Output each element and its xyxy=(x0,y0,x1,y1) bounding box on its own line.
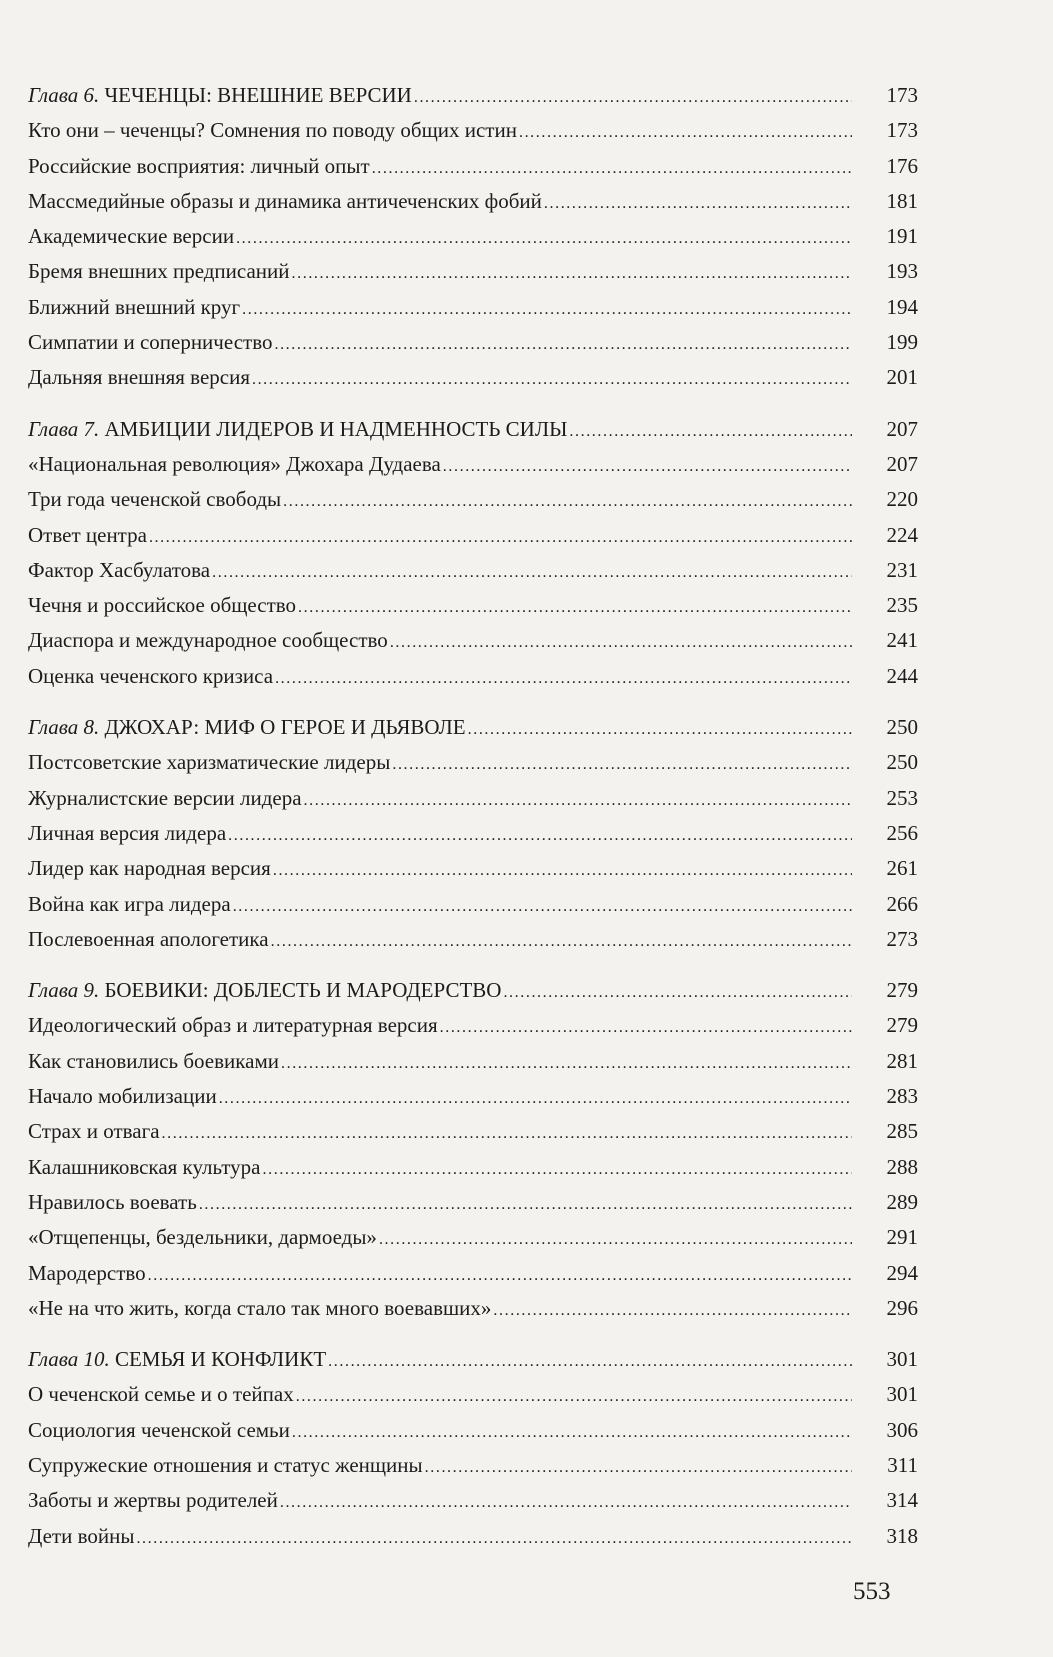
toc-entry[interactable] xyxy=(28,1220,918,1255)
section-page-number: 191 xyxy=(886,224,918,249)
chapter-title-text: ЧЕЧЕНЦЫ: ВНЕШНИЕ ВЕРСИИ xyxy=(104,83,412,107)
leader-dots xyxy=(212,553,852,590)
chapter-heading[interactable] xyxy=(28,710,918,745)
toc-entry[interactable] xyxy=(28,482,918,517)
leader-dots xyxy=(219,1079,852,1116)
toc-entry[interactable] xyxy=(28,1291,918,1326)
chapter-title xyxy=(28,710,468,745)
section-page-number: 193 xyxy=(886,259,918,284)
leader-dots xyxy=(440,1008,852,1045)
chapter-heading[interactable] xyxy=(28,78,918,113)
section-title: Супружеские отношения и статус женщины xyxy=(28,1452,423,1477)
section-page-number: 220 xyxy=(886,487,918,512)
section-page-number: 261 xyxy=(886,856,918,881)
section-page-number: 291 xyxy=(886,1225,918,1250)
toc-entry[interactable] xyxy=(28,1114,918,1149)
toc-entry[interactable] xyxy=(28,851,918,886)
leader-dots xyxy=(569,412,852,449)
section-title: Послевоенная апологетика xyxy=(28,926,269,951)
leader-dots xyxy=(328,1342,852,1379)
leader-dots xyxy=(252,360,852,397)
leader-dots xyxy=(544,184,852,221)
leader-dots xyxy=(304,781,852,818)
toc-entry[interactable] xyxy=(28,1377,918,1412)
section-title: Дети войны xyxy=(28,1523,135,1548)
toc-entry[interactable] xyxy=(28,325,918,360)
toc-entry[interactable] xyxy=(28,781,918,816)
toc-entry[interactable] xyxy=(28,1483,918,1518)
toc-entry[interactable] xyxy=(28,745,918,780)
section-title: Идеологический образ и литературная версия xyxy=(28,1013,438,1038)
chapter-block xyxy=(28,973,918,1326)
section-title: Фактор Хасбулатова xyxy=(28,557,211,582)
toc-entry[interactable] xyxy=(28,1256,918,1291)
section-page-number: 311 xyxy=(887,1452,918,1477)
leader-dots xyxy=(519,113,852,150)
section-page-number: 176 xyxy=(886,153,918,178)
leader-dots xyxy=(468,710,852,747)
toc-entry[interactable] xyxy=(28,360,918,395)
section-title: Как становились боевиками xyxy=(28,1048,279,1073)
leader-dots xyxy=(228,816,852,853)
leader-dots xyxy=(493,1291,852,1328)
section-title: Личная версия лидера xyxy=(28,820,227,845)
section-title: Академические версии xyxy=(28,224,235,249)
chapter-title xyxy=(28,1342,328,1377)
leader-dots xyxy=(392,745,852,782)
chapter-label: Глава 7. xyxy=(28,416,100,441)
chapter-title-text: БОЕВИКИ: ДОБЛЕСТЬ И МАРОДЕРСТВО xyxy=(104,978,502,1003)
section-title: О чеченской семье и о тейпах xyxy=(28,1382,294,1407)
section-page-number: 241 xyxy=(886,628,918,653)
leader-dots xyxy=(148,1256,852,1293)
toc-entry[interactable] xyxy=(28,1150,918,1185)
toc-entry[interactable] xyxy=(28,588,918,623)
section-page-number: 279 xyxy=(886,1013,918,1038)
section-page-number: 231 xyxy=(886,557,918,582)
section-page-number: 224 xyxy=(886,522,918,547)
section-title: Война как игра лидера xyxy=(28,891,231,916)
section-title: Постсоветские харизматические лидеры xyxy=(28,750,391,775)
chapter-heading[interactable] xyxy=(28,412,918,447)
toc-entry[interactable] xyxy=(28,254,918,289)
chapter-page-number: 301 xyxy=(886,1347,918,1372)
toc-entry[interactable] xyxy=(28,149,918,184)
section-page-number: 318 xyxy=(886,1523,918,1548)
leader-dots xyxy=(372,149,852,186)
toc-entry[interactable] xyxy=(28,623,918,658)
leader-dots xyxy=(298,588,852,625)
chapter-title-text: ДЖОХАР: МИФ О ГЕРОЕ И ДЬЯВОЛЕ xyxy=(104,715,466,740)
leader-dots xyxy=(242,290,852,327)
section-page-number: 283 xyxy=(886,1084,918,1109)
section-title: Ответ центра xyxy=(28,522,147,547)
section-page-number: 281 xyxy=(886,1048,918,1073)
section-title: Мародерство xyxy=(28,1260,146,1285)
section-page-number: 256 xyxy=(886,820,918,845)
section-title: Дальняя внешняя версия xyxy=(28,365,250,390)
section-title: Нравилось воевать xyxy=(28,1189,197,1214)
chapter-page-number: 207 xyxy=(886,416,918,441)
toc-entry[interactable] xyxy=(28,518,918,553)
leader-dots xyxy=(273,851,852,888)
leader-dots xyxy=(283,482,852,519)
chapter-heading[interactable] xyxy=(28,973,918,1008)
leader-dots xyxy=(263,1150,852,1187)
leader-dots xyxy=(136,1519,852,1556)
leader-dots xyxy=(443,447,852,484)
chapter-label: Глава 8. xyxy=(28,715,100,740)
section-title: Российские восприятия: личный опыт xyxy=(28,153,370,178)
chapter-title xyxy=(28,412,569,447)
section-title: «Национальная революция» Джохара Дудаева xyxy=(28,451,441,476)
leader-dots xyxy=(275,659,852,696)
leader-dots xyxy=(379,1220,852,1257)
leader-dots xyxy=(162,1114,852,1151)
chapter-title-text: СЕМЬЯ И КОНФЛИКТ xyxy=(114,1347,327,1372)
toc-entry[interactable] xyxy=(28,1079,918,1114)
chapter-block xyxy=(28,412,918,694)
leader-dots xyxy=(274,325,852,362)
section-title: «Отщепенцы, бездельники, дармоеды» xyxy=(28,1225,377,1250)
toc-entry[interactable] xyxy=(28,447,918,482)
toc-entry[interactable] xyxy=(28,290,918,325)
chapter-label: Глава 6. xyxy=(28,83,100,107)
section-page-number: 207 xyxy=(886,451,918,476)
toc-entry[interactable] xyxy=(28,659,918,694)
leader-dots xyxy=(280,1483,852,1520)
toc-entry[interactable] xyxy=(28,1413,918,1448)
toc-entry[interactable] xyxy=(28,922,918,957)
section-title: Бремя внешних предписаний xyxy=(28,259,290,284)
leader-dots xyxy=(503,973,852,1010)
chapter-title xyxy=(28,78,414,113)
section-title: Калашниковская культура xyxy=(28,1154,261,1179)
chapter-heading[interactable] xyxy=(28,1342,918,1377)
chapter-block xyxy=(28,1342,918,1554)
leader-dots xyxy=(271,922,852,959)
section-page-number: 253 xyxy=(886,785,918,810)
section-page-number: 244 xyxy=(886,663,918,688)
section-title: Журналистские версии лидера xyxy=(28,785,302,810)
section-page-number: 201 xyxy=(886,365,918,390)
leader-dots xyxy=(149,518,852,555)
leader-dots xyxy=(414,78,852,115)
toc-entry[interactable] xyxy=(28,553,918,588)
chapter-title xyxy=(28,973,503,1008)
section-title: Массмедийные образы и динамика античеченских фобий xyxy=(28,188,542,213)
section-page-number: 273 xyxy=(886,926,918,951)
section-title: Заботы и жертвы родителей xyxy=(28,1488,278,1513)
section-page-number: 285 xyxy=(886,1119,918,1144)
toc-entry[interactable] xyxy=(28,1519,918,1554)
toc-entry[interactable] xyxy=(28,1448,918,1483)
toc-entry[interactable] xyxy=(28,816,918,851)
table-of-contents xyxy=(28,78,918,1570)
chapter-block xyxy=(28,78,918,396)
leader-dots xyxy=(233,887,852,924)
section-page-number: 314 xyxy=(886,1488,918,1513)
leader-dots xyxy=(296,1377,852,1414)
toc-entry[interactable] xyxy=(28,1044,918,1079)
chapter-label: Глава 9. xyxy=(28,978,100,1003)
section-title: Лидер как народная версия xyxy=(28,856,271,881)
toc-entry[interactable] xyxy=(28,184,918,219)
toc-entry[interactable] xyxy=(28,1008,918,1043)
chapter-page-number: 173 xyxy=(886,83,918,107)
section-page-number: 294 xyxy=(886,1260,918,1285)
section-title: Социология чеченской семьи xyxy=(28,1417,290,1442)
chapter-title-text: АМБИЦИИ ЛИДЕРОВ И НАДМЕННОСТЬ СИЛЫ xyxy=(104,416,568,441)
chapter-page-number: 250 xyxy=(886,715,918,740)
page-number: 553 xyxy=(853,1578,891,1605)
section-title: Оценка чеченского кризиса xyxy=(28,663,274,688)
section-page-number: 266 xyxy=(886,891,918,916)
section-title: Кто они – чеченцы? Сомнения по поводу общих истин xyxy=(28,118,517,143)
section-page-number: 235 xyxy=(886,593,918,618)
section-page-number: 181 xyxy=(886,188,918,213)
section-title: Чечня и российское общество xyxy=(28,593,297,618)
section-title: Три года чеченской свободы xyxy=(28,487,282,512)
leader-dots xyxy=(199,1185,852,1222)
section-page-number: 288 xyxy=(886,1154,918,1179)
leader-dots xyxy=(292,1413,852,1450)
section-page-number: 250 xyxy=(886,750,918,775)
section-page-number: 296 xyxy=(886,1295,918,1320)
section-title: Ближний внешний круг xyxy=(28,294,241,319)
section-page-number: 173 xyxy=(886,118,918,143)
section-page-number: 199 xyxy=(886,330,918,355)
leader-dots xyxy=(425,1448,852,1485)
toc-entry[interactable] xyxy=(28,1185,918,1220)
section-page-number: 306 xyxy=(886,1417,918,1442)
leader-dots xyxy=(390,623,852,660)
leader-dots xyxy=(281,1044,852,1081)
toc-entry[interactable] xyxy=(28,113,918,148)
section-page-number: 289 xyxy=(886,1189,918,1214)
chapter-page-number: 279 xyxy=(886,978,918,1003)
section-title: Симпатии и соперничество xyxy=(28,330,273,355)
leader-dots xyxy=(292,254,852,291)
chapter-label: Глава 10. xyxy=(28,1347,110,1372)
section-page-number: 194 xyxy=(886,294,918,319)
section-title: «Не на что жить, когда стало так много воевавших» xyxy=(28,1295,492,1320)
section-title: Начало мобилизации xyxy=(28,1084,217,1109)
section-title: Страх и отвага xyxy=(28,1119,160,1144)
section-title: Диаспора и международное сообщество xyxy=(28,628,388,653)
chapter-block xyxy=(28,710,918,957)
leader-dots xyxy=(236,219,852,256)
toc-entry[interactable] xyxy=(28,887,918,922)
section-page-number: 301 xyxy=(886,1382,918,1407)
toc-entry[interactable] xyxy=(28,219,918,254)
